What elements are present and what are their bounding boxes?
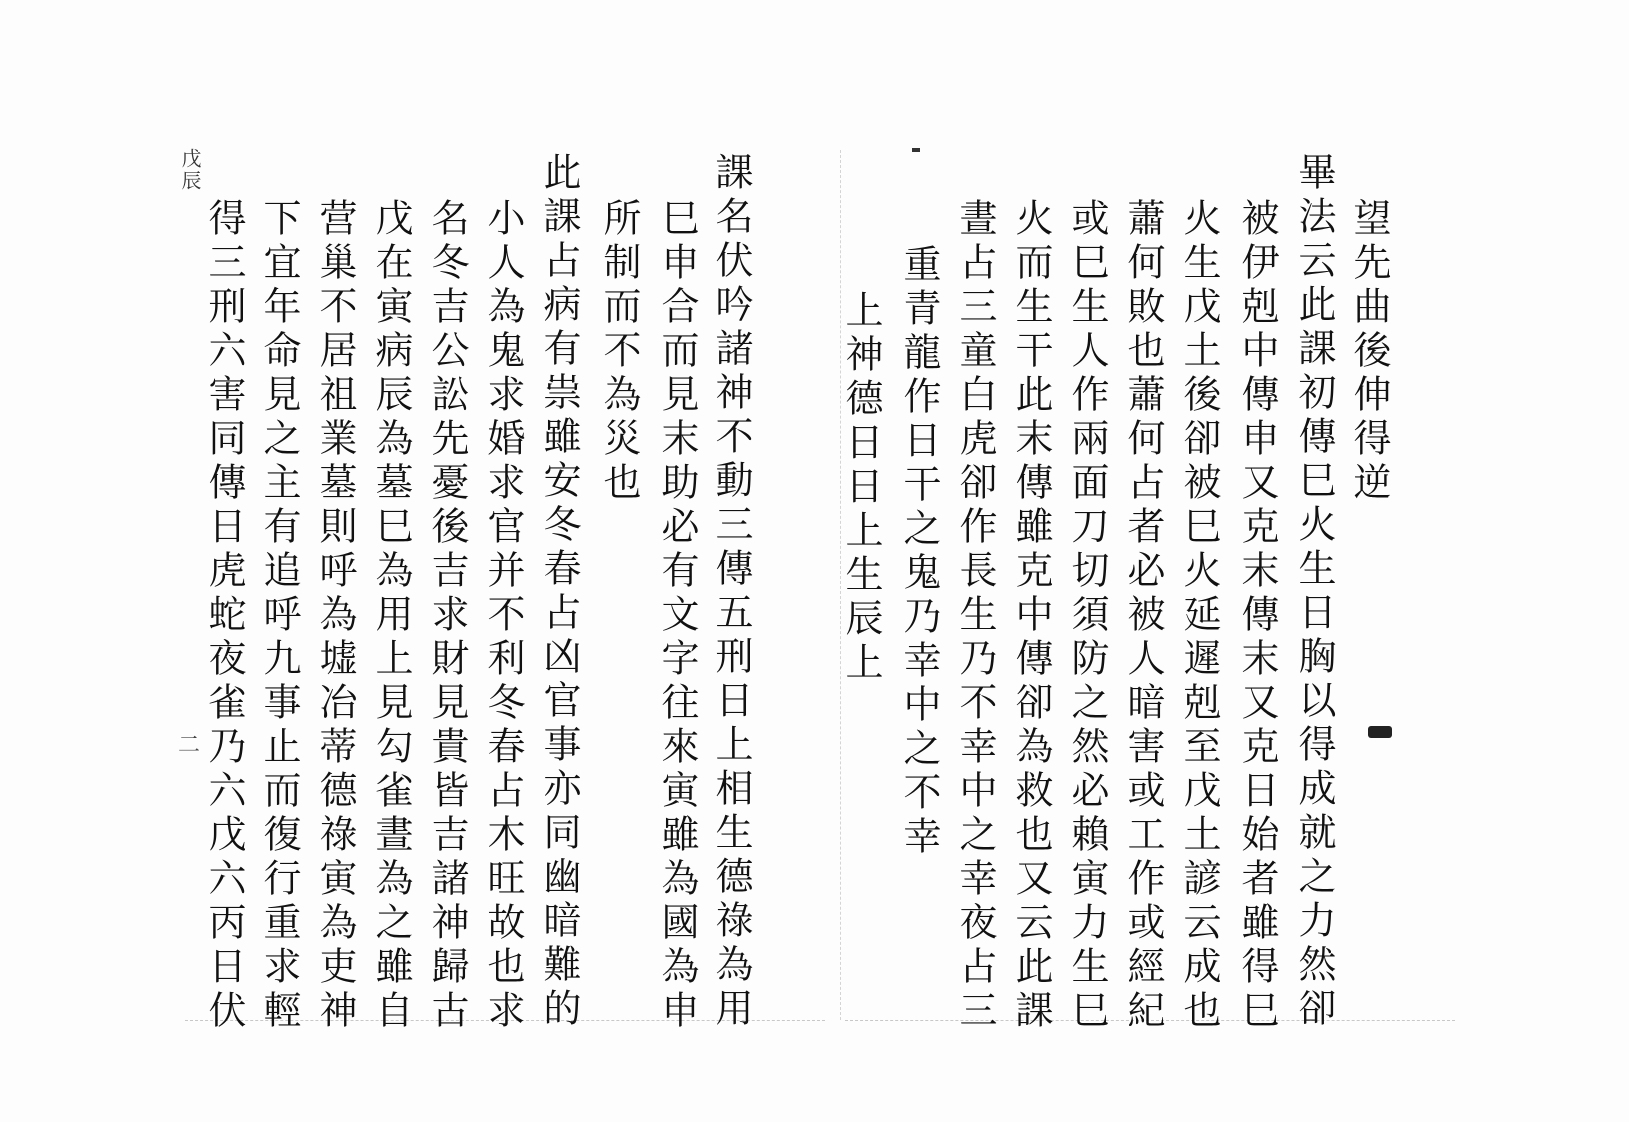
- left-column-3: 所制而不為災也: [597, 198, 641, 506]
- right-column-10: 上神德日日上生辰上: [839, 290, 883, 686]
- right-column-2: 畢法云此課初傳巳火生日胸以得成就之力然卻: [1292, 152, 1336, 1032]
- left-column-2: 巳申合而見末助必有文字往來寅雖為國為申: [655, 198, 699, 1034]
- left-column-7: 戊在寅病辰為墓巳為用上見勾雀晝為之雖自: [369, 198, 413, 1034]
- left-column-1: 課名伏吟諸神不動三傳五刑日上相生德祿為用: [709, 152, 753, 1032]
- right-column-6: 或巳生人作兩面刀切須防之然必賴寅力生巳: [1065, 198, 1109, 1034]
- right-column-7: 火而生干此末傳雖克中傳卻為救也又云此課: [1009, 198, 1053, 1034]
- left-column-10: 得三刑六害同傳日虎蛇夜雀乃六戊六丙日伏: [202, 198, 246, 1034]
- folio-number: 二: [178, 733, 201, 758]
- left-column-4: 此課占病有祟雖安冬春占凶官事亦同幽暗難的: [537, 152, 581, 1032]
- right-column-3: 被伊剋中傳申又克末傳末又克日始者雖得巳: [1235, 198, 1279, 1034]
- left-column-8: 营巢不居祖業墓則呼為墟冶蒂德祿寅為吏神: [313, 198, 357, 1034]
- left-column-5: 小人為鬼求婚求官并不利冬春占木旺故也求: [481, 198, 525, 1034]
- right-column-5: 蕭何敗也蕭何占者必被人暗害或工作或經紀: [1121, 198, 1165, 1034]
- scan-speck: [912, 148, 920, 152]
- right-column-8: 晝占三童白虎卻作長生乃不幸中之幸夜占三: [953, 198, 997, 1034]
- left-column-9: 下宜年命見之主有追呼九事止而復行重求輕: [257, 198, 301, 1034]
- right-column-9: 重青龍作日干之鬼乃幸中之不幸: [897, 244, 941, 860]
- binding-clip-mark: [1368, 726, 1392, 738]
- right-column-4: 火生戊土後卻被巳火延遲剋至戊土諺云成也: [1177, 198, 1221, 1034]
- left-column-6: 名冬吉公訟先憂後吉求財見貴皆吉諸神歸古: [425, 198, 469, 1034]
- margin-label: 戊辰: [178, 148, 202, 192]
- right-column-1: 望先曲後伸得逆: [1347, 198, 1391, 506]
